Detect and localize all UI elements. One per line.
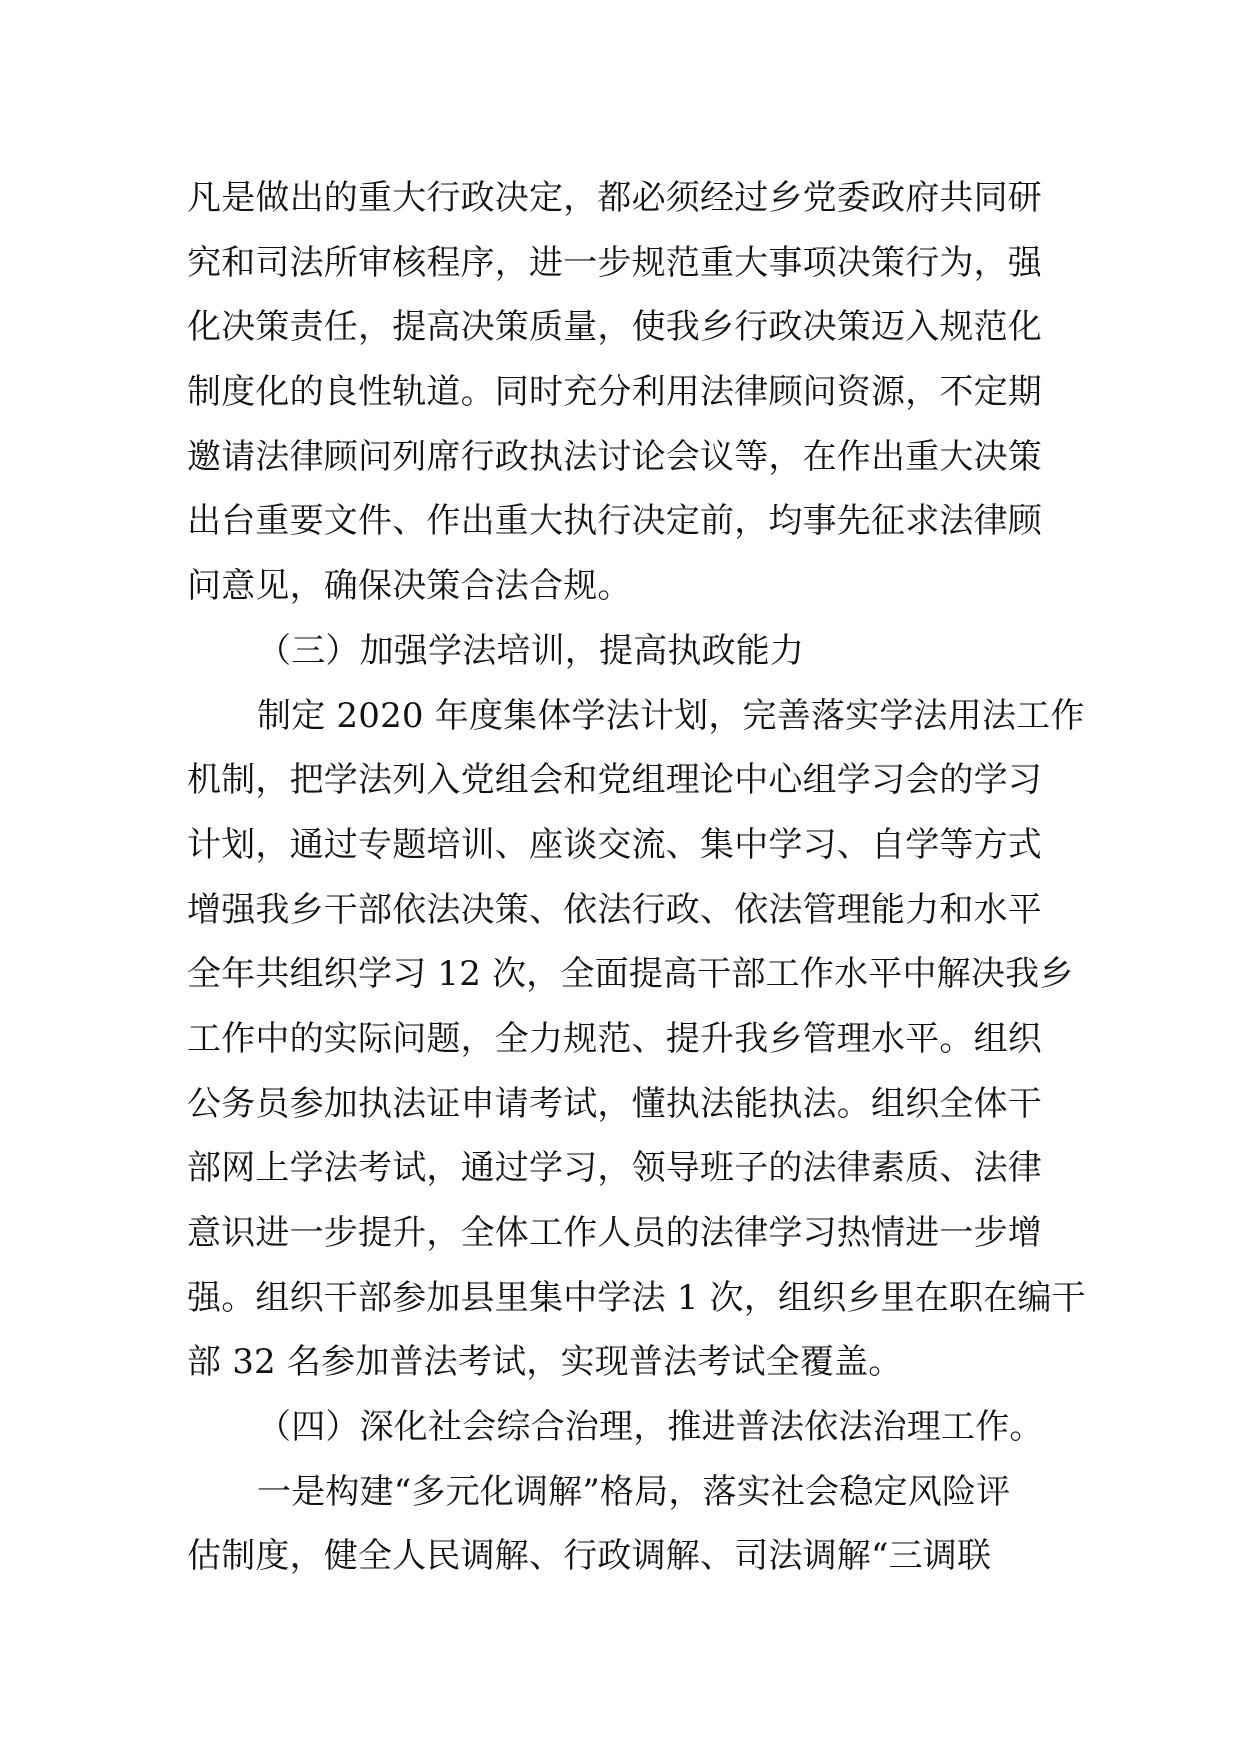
text-line: 全年共组织学习 12 次，全面提高干部工作水平中解决我乡 [187,954,1074,995]
text-line: 公务员参加执法证申请考试，懂执法能执法。组织全体干 [187,1083,1042,1124]
text-line: 问意见，确保决策合法合规。 [187,566,632,607]
text-line: 究和司法所审核程序，进一步规范重大事项决策行为，强 [187,242,1042,283]
text-line: 意识进一步提升，全体工作人员的法律学习热情进一步增 [187,1213,1042,1253]
section-heading-4: （四）深化社会综合治理，推进普法依法治理工作。 [257,1407,1044,1448]
text-line: 增强我乡干部依法决策、依法行政、依法管理能力和水平 [187,889,1042,930]
paragraph-start: 制定 2020 年度集体学法计划，完善落实学法用法工作 [257,695,1085,736]
text-line: 化决策责任，提高决策质量，使我乡行政决策迈入规范化 [187,307,1042,348]
text-line: 部 32 名参加普法考试，实现普法考试全覆盖。 [187,1342,903,1383]
text-line: 出台重要文件、作出重大执行决定前，均事先征求法律顾 [187,501,1042,542]
section-heading-3: （三）加强学法培训，提高执政能力 [257,630,805,671]
paragraph-start: 一是构建“多元化调解”格局，落实社会稳定风险评 [257,1471,1011,1512]
text-line: 部网上学法考试，通过学习，领导班子的法律素质、法律 [187,1148,1042,1189]
text-line: 机制，把学法列入党组会和党组理论中心组学习会的学习 [187,760,1042,801]
text-line: 邀请法律顾问列席行政执法讨论会议等，在作出重大决策 [187,436,1042,477]
document-body [187,166,1086,1589]
text-line: 工作中的实际问题，全力规范、提升我乡管理水平。组织 [187,1018,1042,1059]
text-line: 估制度，健全人民调解、行政调解、司法调解“三调联 [187,1536,992,1577]
text-line: 强。组织干部参加县里集中学法 1 次，组织乡里在职在编干 [187,1277,1086,1318]
text-line: 计划，通过专题培训、座谈交流、集中学习、自学等方式 [187,824,1042,865]
text-line: 制度化的良性轨道。同时充分利用法律顾问资源，不定期 [187,372,1042,413]
text-line: 凡是做出的重大行政决定，都必须经过乡党委政府共同研 [187,178,1042,218]
